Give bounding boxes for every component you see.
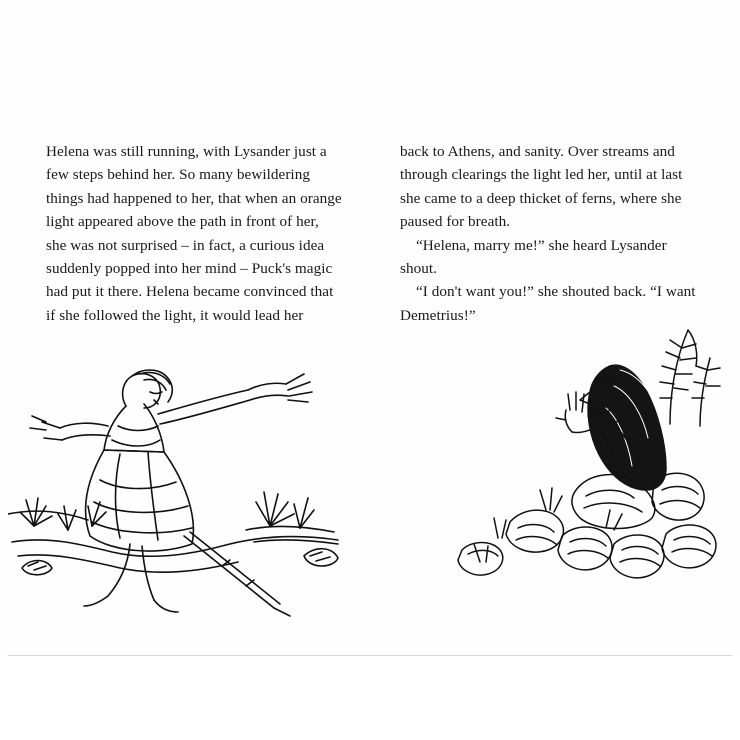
illustration-row — [0, 300, 740, 630]
paragraph: back to Athens, and sanity. Over streams and through clearings the light led her, until at last she came to a deep thicket of ferns, where she paused for breath. — [400, 143, 683, 231]
woman-in-ferns-illustration — [370, 300, 730, 600]
paragraph: “I don't want you!” she shouted back. “I want Demetrius!” — [400, 283, 696, 324]
page-bottom-margin — [0, 656, 740, 740]
paragraph: Helena was still running, with Lysander just a few steps behind her. So many bewildering things had happened to her, that when an orange light appeared above the path in front of her, she was not surprised – in fact, a curious idea suddenly popped into her mind – Puck's magic had put it there. Helena became convinced that if she followed the light, it would lead her — [46, 143, 342, 324]
paragraph: “Helena, marry me!” she heard Lysander shout. — [400, 236, 667, 278]
running-woman-illustration — [8, 330, 348, 620]
